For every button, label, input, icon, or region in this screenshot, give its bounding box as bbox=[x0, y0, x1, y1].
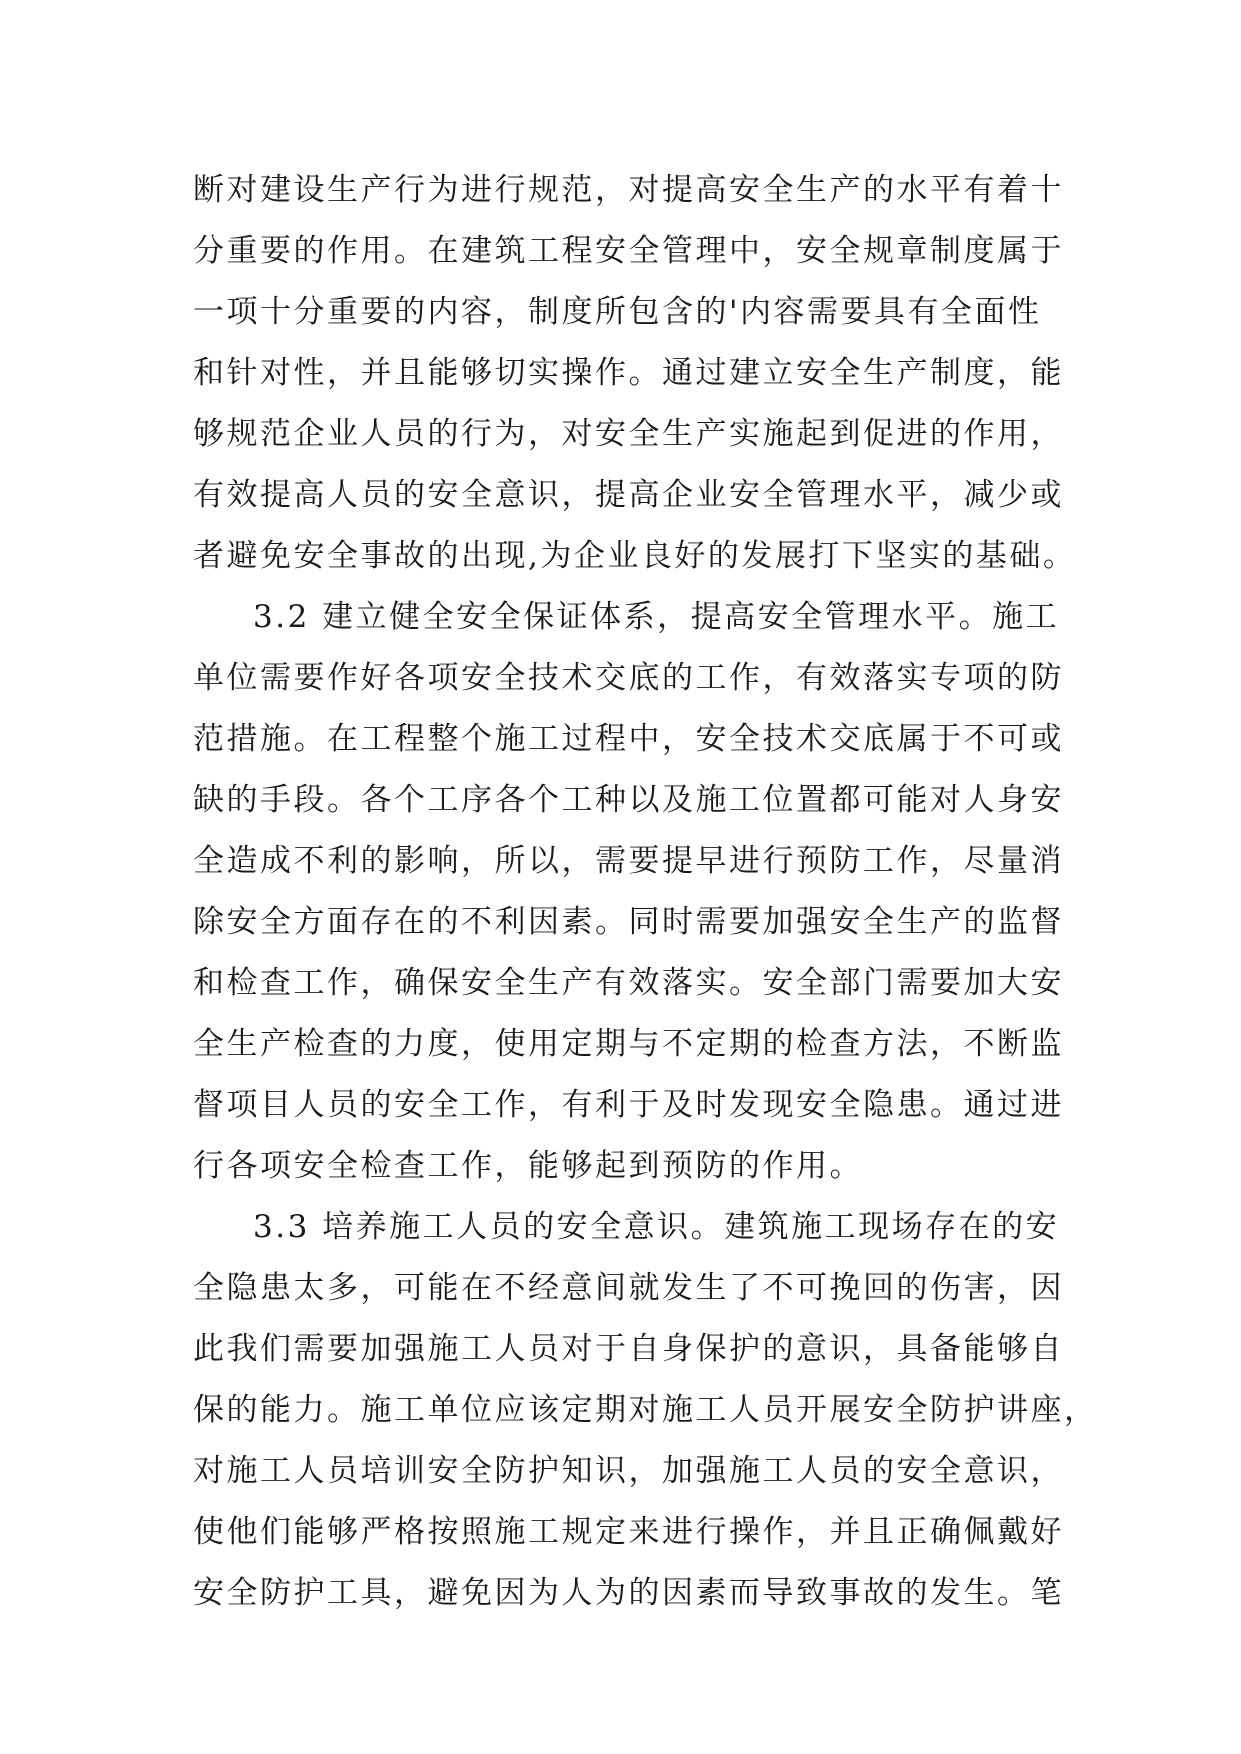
text-line: 单位需要作好各项安全技术交底的工作，有效落实专项的防 bbox=[193, 660, 1064, 696]
text-line: 3.3 培养施工人员的安全意识。建筑施工现场存在的安 bbox=[253, 1209, 1060, 1245]
paragraph-section-3-3 bbox=[193, 1197, 1098, 1624]
text-line: 除安全方面存在的不利因素。同时需要加强安全生产的监督 bbox=[193, 904, 1064, 940]
text-line: 对施工人员培训安全防护知识，加强施工人员的安全意识， bbox=[193, 1453, 1064, 1489]
text-line: 有效提高人员的安全意识，提高企业安全管理水平，减少或 bbox=[193, 477, 1064, 513]
text-line: 够规范企业人员的行为，对安全生产实施起到促进的作用， bbox=[193, 416, 1064, 452]
text-line: 保的能力。施工单位应该定期对施工人员开展安全防护讲座， bbox=[193, 1392, 1098, 1428]
text-line: 和检查工作，确保安全生产有效落实。安全部门需要加大安 bbox=[193, 965, 1064, 1001]
body-text bbox=[193, 160, 1098, 1624]
text-line: 和针对性，并且能够切实操作。通过建立安全生产制度，能 bbox=[193, 355, 1064, 391]
text-line: 缺的手段。各个工序各个工种以及施工位置都可能对人身安 bbox=[193, 782, 1064, 818]
text-line: 范措施。在工程整个施工过程中，安全技术交底属于不可或 bbox=[193, 721, 1064, 757]
text-line: 全生产检查的力度，使用定期与不定期的检查方法，不断监 bbox=[193, 1026, 1064, 1062]
text-line: 分重要的作用。在建筑工程安全管理中，安全规章制度属于 bbox=[193, 233, 1064, 269]
text-line: 安全防护工具，避免因为人为的因素而导致事故的发生。笔 bbox=[193, 1575, 1064, 1611]
paragraph-continuation bbox=[193, 160, 1077, 587]
text-line: 一项十分重要的内容，制度所包含的'内容需要具有全面性 bbox=[193, 294, 1042, 330]
text-line: 3.2 建立健全安全保证体系，提高安全管理水平。施工 bbox=[253, 599, 1060, 635]
text-line: 使他们能够严格按照施工规定来进行操作，并且正确佩戴好 bbox=[193, 1514, 1064, 1550]
text-line: 者避免安全事故的出现,为企业良好的发展打下坚实的基础。 bbox=[193, 538, 1077, 574]
text-line: 督项目人员的安全工作，有利于及时发现安全隐患。通过进 bbox=[193, 1087, 1064, 1123]
text-line: 全隐患太多，可能在不经意间就发生了不可挽回的伤害，因 bbox=[193, 1270, 1064, 1306]
text-line: 行各项安全检查工作，能够起到预防的作用。 bbox=[193, 1148, 863, 1184]
text-line: 此我们需要加强施工人员对于自身保护的意识，具备能够自 bbox=[193, 1331, 1064, 1367]
text-line: 全造成不利的影响，所以，需要提早进行预防工作，尽量消 bbox=[193, 843, 1064, 879]
text-line: 断对建设生产行为进行规范，对提高安全生产的水平有着十 bbox=[193, 172, 1064, 208]
paragraph-section-3-2 bbox=[193, 587, 1064, 1197]
